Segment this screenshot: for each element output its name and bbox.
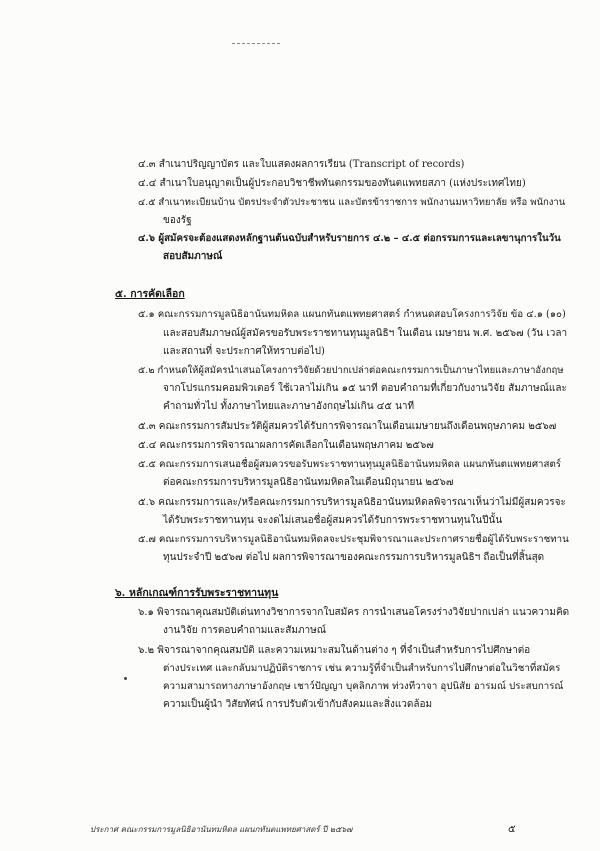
item-5-1: ๕.๑ คณะกรรมการมูลนิธิอานันทมหิดล แผนกทันตแพทยศาสตร์ กำหนดสอบโครงการวิจัย ข้อ ๔.๑ (๑๐) [138,309,566,320]
item-6-2: ๖.๒ พิจารณาจากคุณสมบัติ และความเหมาะสมในด้านต่าง ๆ ที่จำเป็นสำหรับการไปศึกษาต่อ [138,645,531,656]
scan-speck [124,677,127,680]
item-6-2-cont3: ความเป็นผู้นำ วิสัยทัศน์ การปรับตัวเข้ากับสังคมและสิ่งแวดล้อม [163,699,433,710]
item-5-6-cont: ได้รับพระราชทานทุน จะงดไม่เสนอชื่อผู้สมควรได้รับการพระราชทานทุนในปีนั้น [163,515,503,526]
section-5-heading: ๕. การคัดเลือก [115,288,185,300]
item-5-7-cont: ทุนประจำปี ๒๕๖๗ ต่อไป ผลการพิจารณาของคณะกรรมการบริหารมูลนิธิฯ ถือเป็นที่สิ้นสุด [163,552,545,563]
item-4-3: ๔.๓ สำเนาปริญญาบัตร และใบแสดงผลการเรียน (Transcript of records) [138,159,465,170]
item-5-5-cont: ต่อคณะกรรมการบริหารมูลนิธิอานันทมหิดลในเดือนมิถุนายน ๒๕๖๗ [163,477,454,488]
item-5-4: ๕.๔ คณะกรรมการพิจารณาผลการคัดเลือกในเดือนพฤษภาคม ๒๕๖๗ [138,440,434,451]
item-4-5: ๔.๕ สำเนาทะเบียนบ้าน บัตรประจำตัวประชาชน และบัตรข้าราชการ พนักงานมหาวิทยาลัย หรือ พนักงาน [138,197,566,208]
item-6-1: ๖.๑ พิจารณาคุณสมบัติเด่นทางวิชาการจากใบสมัคร การนำเสนอโครงร่างวิจัยปากเปล่า แนวความคิด [138,607,570,618]
item-6-2-cont: ต่างประเทศ และกลับมาปฏิบัติราชการ เช่น ความรู้ที่จำเป็นสำหรับการไปศึกษาต่อในวิชาที่สมัคร [163,663,561,674]
item-5-7: ๕.๗ คณะกรรมการบริหารมูลนิธิอานันทมหิดลจะประชุมพิจารณาและประกาศรายชื่อผู้ได้รับพระราชทาน [138,534,569,545]
item-4-6: ๔.๖ ผู้สมัครจะต้องแสดงหลักฐานต้นฉบับสำหรับรายการ ๔.๒ – ๔.๕ ต่อกรรมการและเลขานุการในวัน [138,233,561,244]
item-5-2-cont: จากโปรแกรมคอมพิวเตอร์ ใช้เวลาไม่เกิน ๑๕ นาที ตอบคำถามที่เกี่ยวกับงานวิจัย สัมภาษณ์และ [163,383,567,394]
item-4-5-cont: ของรัฐ [163,215,192,226]
item-5-6: ๕.๖ คณะกรรมการและ/หรือคณะกรรมการบริหารมูลนิธิอานันทมหิดลพิจารณาเห็นว่าไม่มีผู้สมควรจะ [138,497,566,508]
item-5-2-cont2: คำถามทั่วไป ทั้งภาษาไทยและภาษาอังกฤษไม่เกิน ๔๕ นาที [163,401,415,412]
item-4-6-cont: สอบสัมภาษณ์ [163,251,223,262]
item-5-2: ๕.๒ กำหนดให้ผู้สมัครนำเสนอโครงการวิจัยด้วยปากเปล่าต่อคณะกรรมการเป็นภาษาไทยและภาษาอังกฤษ [138,365,564,376]
item-5-1-cont2: และสถานที่ จะประกาศให้ทราบต่อไป) [163,346,325,357]
item-5-1-cont: และสอบสัมภาษณ์ผู้สมัครขอรับพระราชทานทุนมูลนิธิฯ ในเดือน เมษายน พ.ศ. ๒๕๖๗ (วัน เวลา [163,328,568,339]
section-6-heading: ๖. หลักเกณฑ์การรับพระราชทานทุน [115,587,279,599]
page-number: ๕ [508,824,516,835]
item-6-1-cont: งานวิจัย การตอบคำถามและสัมภาษณ์ [163,625,327,636]
item-5-3: ๕.๓ คณะกรรมการสัมประวัติผู้สมควรได้รับการพิจารณาในเดือนเมษายนถึงเดือนพฤษภาคม ๒๕๖๗ [138,421,557,432]
page-footer: ประกาศ คณะกรรมการมูลนิธิอานันทมหิดล แผนกทันตแพทยศาสตร์ ปี ๒๕๖๗ [90,825,353,834]
scan-artifact [232,43,280,46]
item-6-2-cont2: ความสามารถทางภาษาอังกฤษ เชาว์ปัญญา บุคลิกภาพ ท่วงทีวาจา อุปนิสัย อารมณ์ ประสบการณ์ [163,681,564,692]
item-4-4: ๔.๔ สำเนาใบอนุญาตเป็นผู้ประกอบวิชาชีพทันตกรรมของทันตแพทยสภา (แห่งประเทศไทย) [138,178,526,189]
item-5-5: ๕.๕ คณะกรรมการเสนอชื่อผู้สมควรขอรับพระราชทานทุนมูลนิธิอานันทมหิดล แผนกทันตแพทยศาสตร์ [138,459,562,470]
